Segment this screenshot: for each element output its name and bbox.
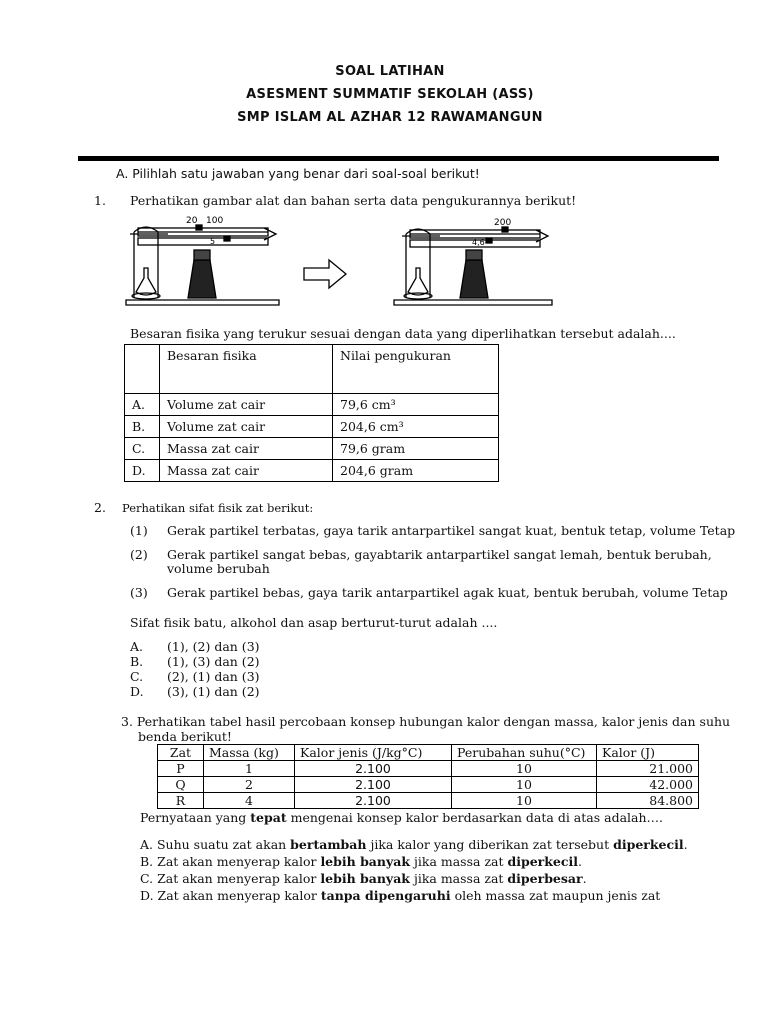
title-line-1: SOAL LATIHAN xyxy=(335,64,445,79)
q2-item-number: (1) xyxy=(130,523,148,538)
option-b[interactable]: B. (1), (3) dan (2) xyxy=(130,654,260,669)
table-row: Q 2 2.100 10 42.000 xyxy=(158,777,699,793)
left-balance-pillar xyxy=(188,260,216,298)
q3-question: Pernyataan yang tepat mengenai konsep kalor berdasarkan data di atas adalah…. xyxy=(140,810,664,825)
right-scale: 200 xyxy=(494,218,512,228)
table-header-row: Zat Massa (kg) Kalor jenis (J/kg°C) Perubahan suhu(°C) Kalor (J) xyxy=(158,745,699,761)
q2-prompt: Perhatikan sifat fisik zat berikut: xyxy=(122,501,314,515)
q1-number: 1. xyxy=(94,193,106,208)
option-c[interactable]: C. Zat akan menyerap kalor lebih banyak jika massa zat diperbesar. xyxy=(140,871,587,886)
table-row: R 4 2.100 10 84.800 xyxy=(158,793,699,809)
q1-table xyxy=(124,344,499,482)
section-instruction: A. Pilihlah satu jawaban yang benar dari soal-soal berikut! xyxy=(116,166,480,181)
table-row: C. Massa zat cair 79,6 gram xyxy=(125,438,499,460)
option-a[interactable]: A. (1), (2) dan (3) xyxy=(130,639,260,654)
q2-item-text: Gerak partikel sangat bebas, gayabtarik antarpartikel sangat lemah, bentuk berubah, xyxy=(167,547,712,562)
q2-item-text-cont: volume berubah xyxy=(167,561,270,576)
title-line-2: ASESMENT SUMMATIF SEKOLAH (ASS) xyxy=(246,87,534,102)
table-row: P 1 2.100 10 21.000 xyxy=(158,761,699,777)
option-c[interactable]: C. (2), (1) dan (3) xyxy=(130,669,260,684)
q3-options xyxy=(140,836,688,904)
q2-item-text: Gerak partikel terbatas, gaya tarik antarpartikel sangat kuat, bentuk tetap, volume Tetap xyxy=(167,523,736,538)
header-divider xyxy=(78,156,719,161)
option-d[interactable]: D. (3), (1) dan (2) xyxy=(130,684,260,699)
table-row: A. Volume zat cair 79,6 cm³ xyxy=(125,394,499,416)
q2-item-number: (2) xyxy=(130,547,148,562)
q2-item-text: Gerak partikel bebas, gaya tarik antarpartikel agak kuat, bentuk berubah, volume Tetap xyxy=(167,585,728,600)
q2-question: Sifat fisik batu, alkohol dan asap berturut-turut adalah .... xyxy=(130,615,498,630)
table-row: D. Massa zat cair 204,6 gram xyxy=(125,460,499,482)
arrow-icon xyxy=(304,260,346,288)
table-header-row: Besaran fisika Nilai pengukuran xyxy=(125,345,499,394)
left-scale-b: 100 xyxy=(206,216,224,226)
right-rider: 4,6 xyxy=(472,238,485,247)
q1-question: Besaran fisika yang terukur sesuai dengan data yang diperlihatkan tersebut adalah.... xyxy=(130,326,676,341)
option-a[interactable]: A. Suhu suatu zat akan bertambah jika kalor yang diberikan zat tersebut diperkecil. xyxy=(140,837,688,852)
q3-prompt-cont: benda berikut! xyxy=(138,729,232,744)
table-row: B. Volume zat cair 204,6 cm³ xyxy=(125,416,499,438)
option-b[interactable]: B. Zat akan menyerap kalor lebih banyak jika massa zat diperkecil. xyxy=(140,854,582,869)
title-line-3: SMP ISLAM AL AZHAR 12 RAWAMANGUN xyxy=(237,110,543,125)
q3-table xyxy=(157,744,699,809)
q3-prompt: 3. Perhatikan tabel hasil percobaan konsep hubungan kalor dengan massa, kalor jenis dan suhu xyxy=(121,714,731,729)
q1-prompt: Perhatikan gambar alat dan bahan serta data pengukurannya berikut! xyxy=(130,193,577,208)
left-rider: 5 xyxy=(210,237,216,246)
q2-options xyxy=(130,639,260,699)
q2-item-number: (3) xyxy=(130,585,148,600)
option-d[interactable]: D. Zat akan menyerap kalor tanpa dipengaruhi oleh massa zat maupun jenis zat xyxy=(140,888,661,903)
left-balance-base xyxy=(126,300,279,305)
q2-number: 2. xyxy=(94,500,106,515)
balance-figure xyxy=(124,212,554,308)
left-scale-a: 20 xyxy=(186,216,198,226)
